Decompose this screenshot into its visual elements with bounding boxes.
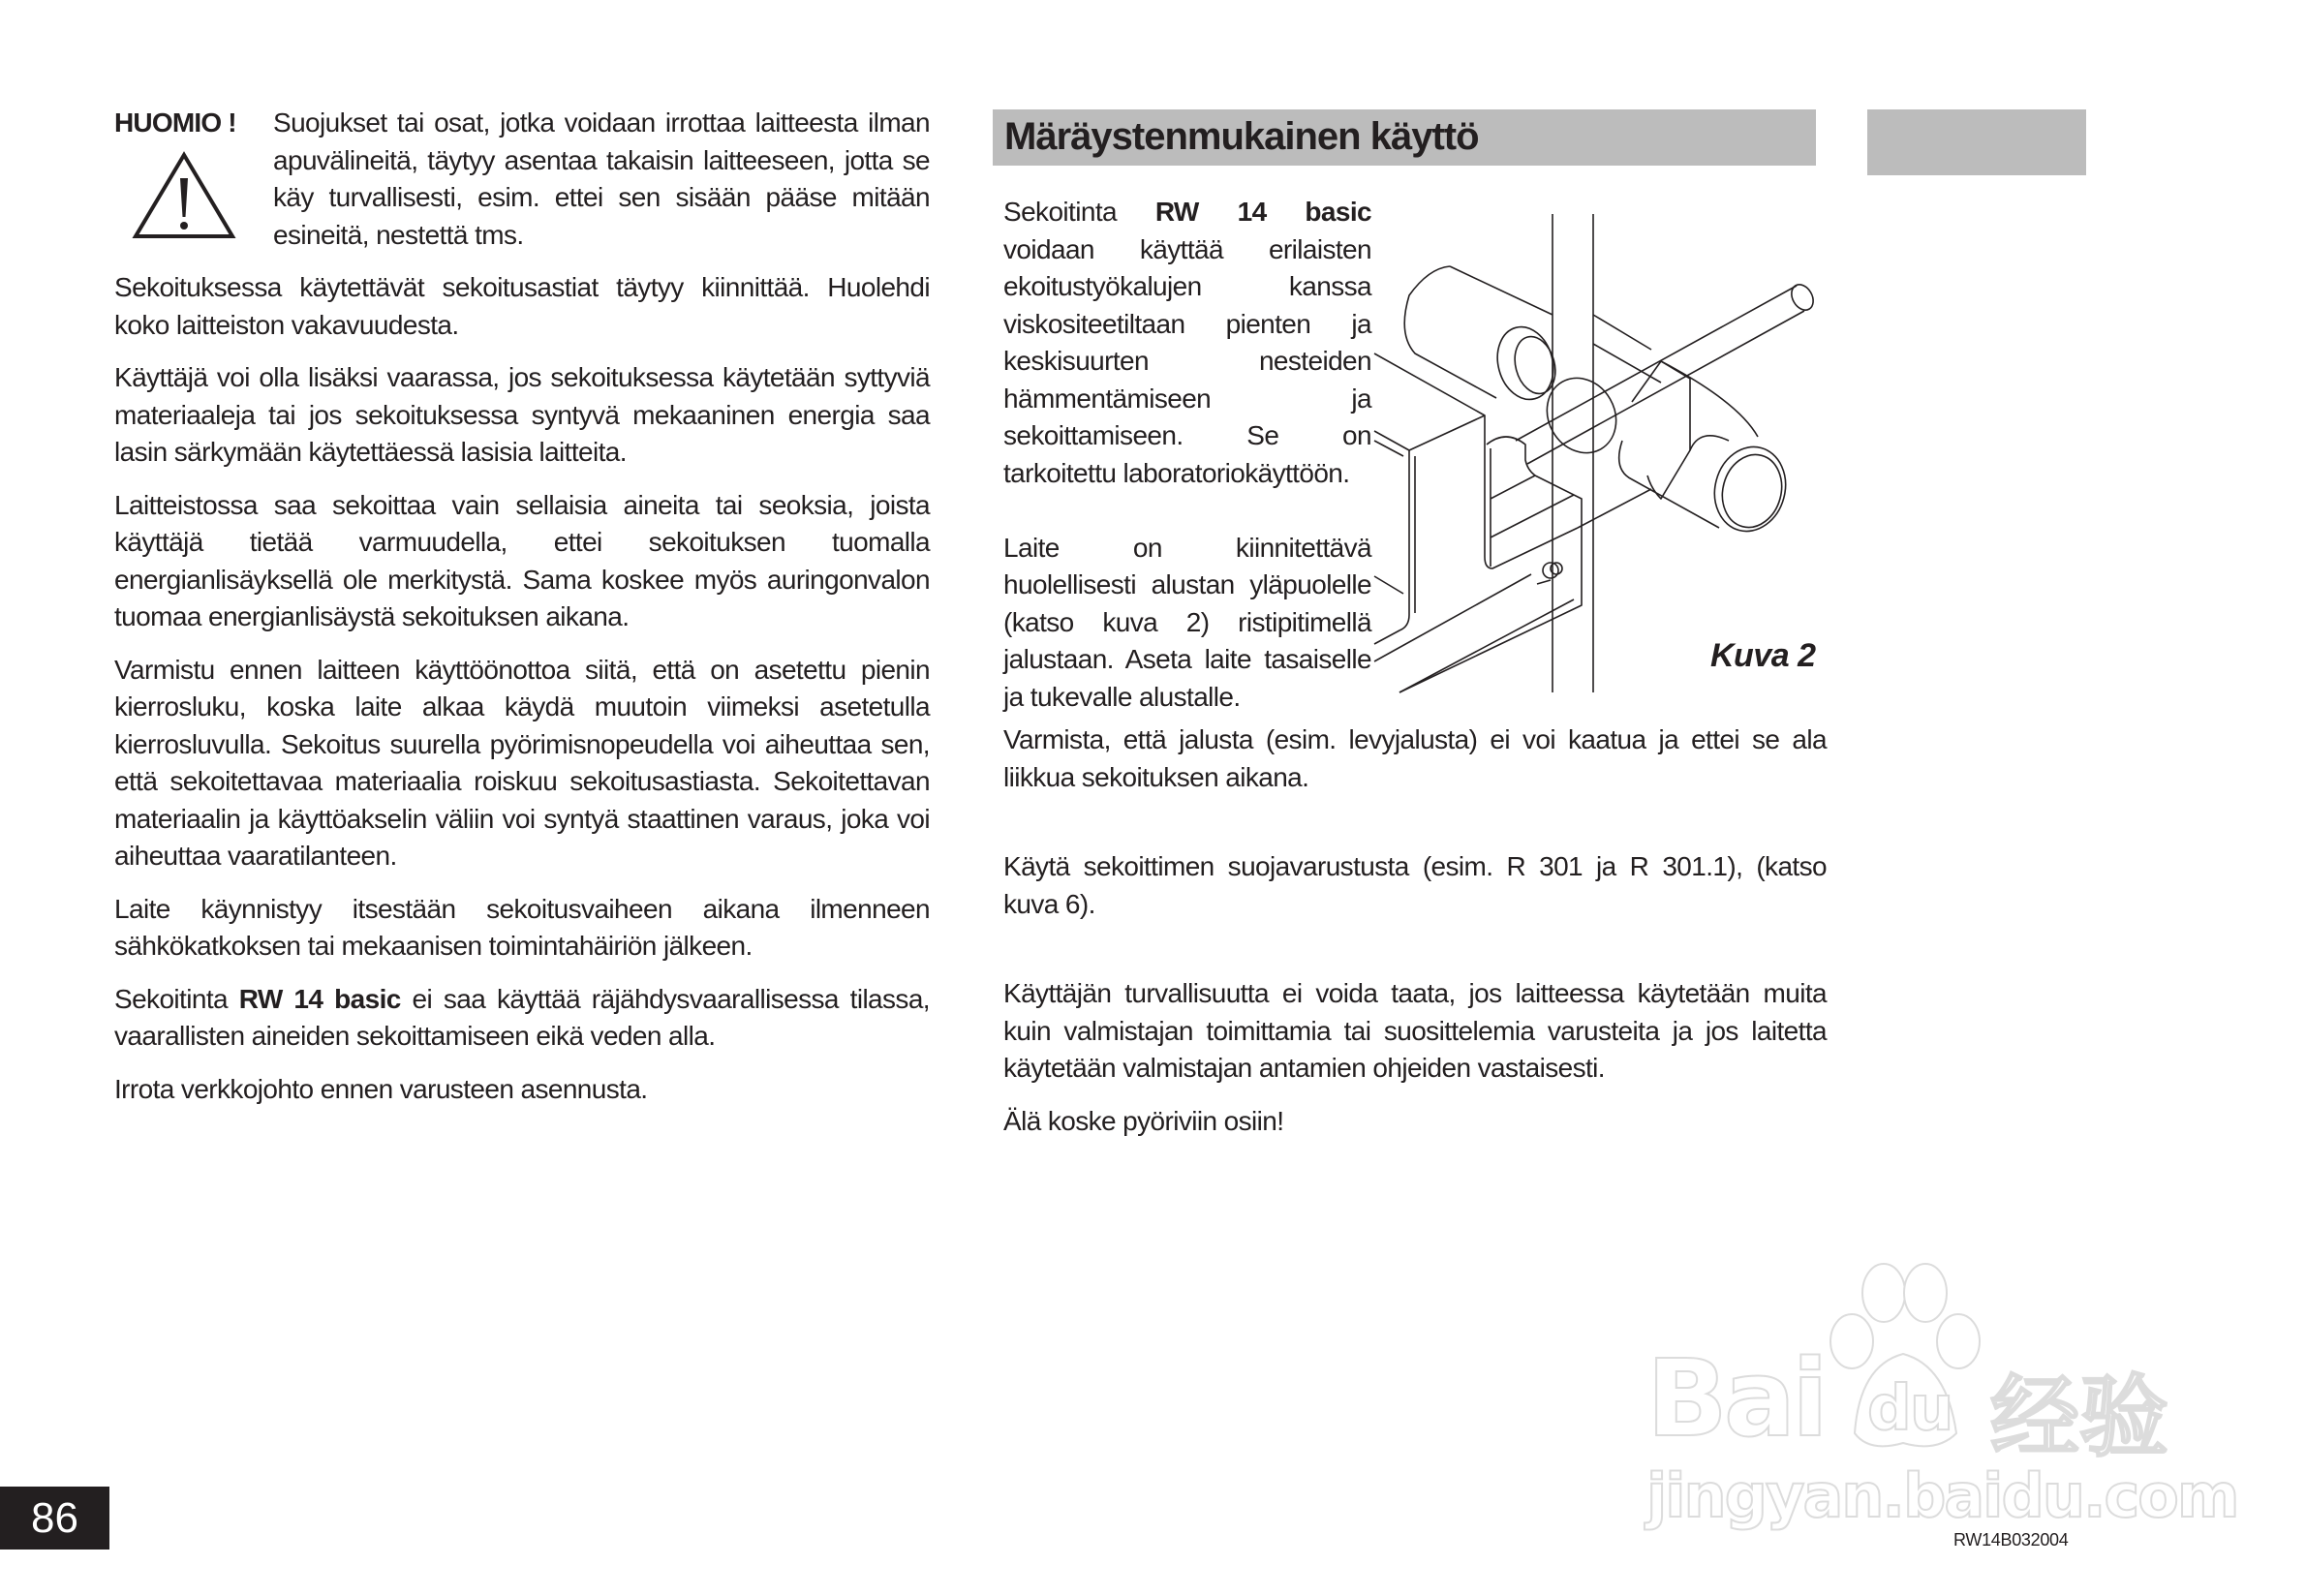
page-number: 86	[0, 1487, 109, 1550]
paragraph-prefix: Sekoitinta	[114, 983, 228, 1014]
paragraph-prefix: Sekoitinta	[1003, 197, 1117, 227]
model-name: RW 14 basic	[1154, 197, 1371, 227]
section-header-bar	[993, 109, 1816, 166]
watermark-url: jingyan.baidu.com	[1646, 1460, 2238, 1531]
warning-block	[114, 105, 930, 254]
mount-paragraph: Laite on kiinnitettävä huolellisesti alustan yläpuolelle (katso kuva 2) ristipitimellä jalustaan. Aseta laite tasaiselle ja tukevalle alustalle.	[1003, 532, 1371, 712]
paragraph: Älä koske pyöriviin osiin!	[1003, 1105, 1284, 1136]
warning-text: Suojukset tai osat, jotka voidaan irrottaa laitteesta ilman apuvälineitä, täytyy asentaa takaisin laitteeseen, jotta se käy turvallisesti, esim. ettei sen sisään pääse mitään esineitä, nestettä tms.	[273, 107, 930, 250]
paragraph-suffix: voidaan käyttää erilaisten ekoitustyökalujen kanssa viskositeetiltaan pienten ja keskisuurten nesteiden hämmentämiseen ja sekoittamiseen. Se on tarkoitettu laboratoriokäyttöön.	[1003, 233, 1371, 488]
warning-label: HUOMIO !	[114, 107, 236, 138]
figure-caption: Kuva 2	[1710, 637, 1816, 674]
intro-paragraph	[1003, 194, 1371, 492]
model-restriction-paragraph	[114, 981, 930, 1056]
stirrer-clamp-illustration	[1370, 208, 1835, 702]
side-tab-marker	[1867, 109, 2086, 175]
watermark-du: du	[1867, 1373, 1952, 1445]
right-column-intro	[1003, 194, 1371, 716]
watermark-brand: Bai	[1646, 1336, 1825, 1460]
paragraph: Käytä sekoittimen suojavarustusta (esim. R 301 ja R 301.1), (katso kuva 6).	[1003, 851, 1827, 919]
model-name: RW 14 basic	[238, 983, 401, 1014]
paragraph: Varmistu ennen laitteen käyttöönottoa siitä, että on asetettu pienin kierrosluku, koska laite alkaa käydä muutoin viimeksi asetetulla kierrosluvulla. Sekoitus suurella pyörimisnopeudella voi aiheuttaa sen, että sekoitettavaa materiaalia roiskuu sekoitusastiasta. Sekoitettavan materiaalin ja käyttöakselin väliin voi syntyä staattinen varaus, joka voi aiheuttaa vaaratilanteen.	[114, 654, 930, 871]
paragraph-suffix: ei saa käyttää räjähdysvaarallisessa tilassa, vaarallisten aineiden sekoittamiseen eikä veden alla.	[114, 983, 930, 1051]
paragraph: Irrota verkkojohto ennen varusteen asennusta.	[114, 1073, 648, 1104]
paragraph: Käyttäjä voi olla lisäksi vaarassa, jos sekoituksessa käytetään syttyviä materiaaleja tai jos sekoituksessa syntyvä mekaaninen energia saa lasin särkymään käytettäessä lasisia laitteita.	[114, 362, 930, 467]
paragraph: Käyttäjän turvallisuutta ei voida taata, jos laitteessa käytetään muita kuin valmistajan toimittamia tai suosittelemia varusteita ja jos laitetta käytetään valmistajan antamien ohjeiden vastaisesti.	[1003, 978, 1827, 1083]
baidu-watermark	[1637, 1249, 2238, 1540]
paragraph: Varmista, että jalusta (esim. levyjalusta) ei voi kaatua ja ettei se ala liikkua sekoituksen aikana.	[1003, 724, 1827, 792]
warning-triangle-icon	[132, 151, 236, 240]
document-code: RW14B032004	[1953, 1530, 2069, 1550]
right-column-body	[1003, 721, 1827, 1155]
paragraph: Sekoituksessa käytettävät sekoitusastiat täytyy kiinnittää. Huolehdi koko laitteiston vakavuudesta.	[114, 272, 930, 340]
paragraph: Laite käynnistyy itsestään sekoitusvaiheen aikana ilmenneen sähkökatkoksen tai mekaanisen toimintahäiriön jälkeen.	[114, 893, 930, 961]
section-title: Märäystenmukainen käyttö	[1004, 115, 1479, 158]
paragraph: Laitteistossa saa sekoittaa vain sellaisia aineita tai seoksia, joista käyttäjä tietää varmuudella, ettei sekoituksen tuomalla energianlisäyksellä ole merkitystä. Sama koskee myös auringonvalon tuomaa energianlisäystä sekoituksen aikana.	[114, 489, 930, 631]
left-column	[114, 105, 930, 1123]
watermark-cn: 经验	[1990, 1366, 2169, 1469]
